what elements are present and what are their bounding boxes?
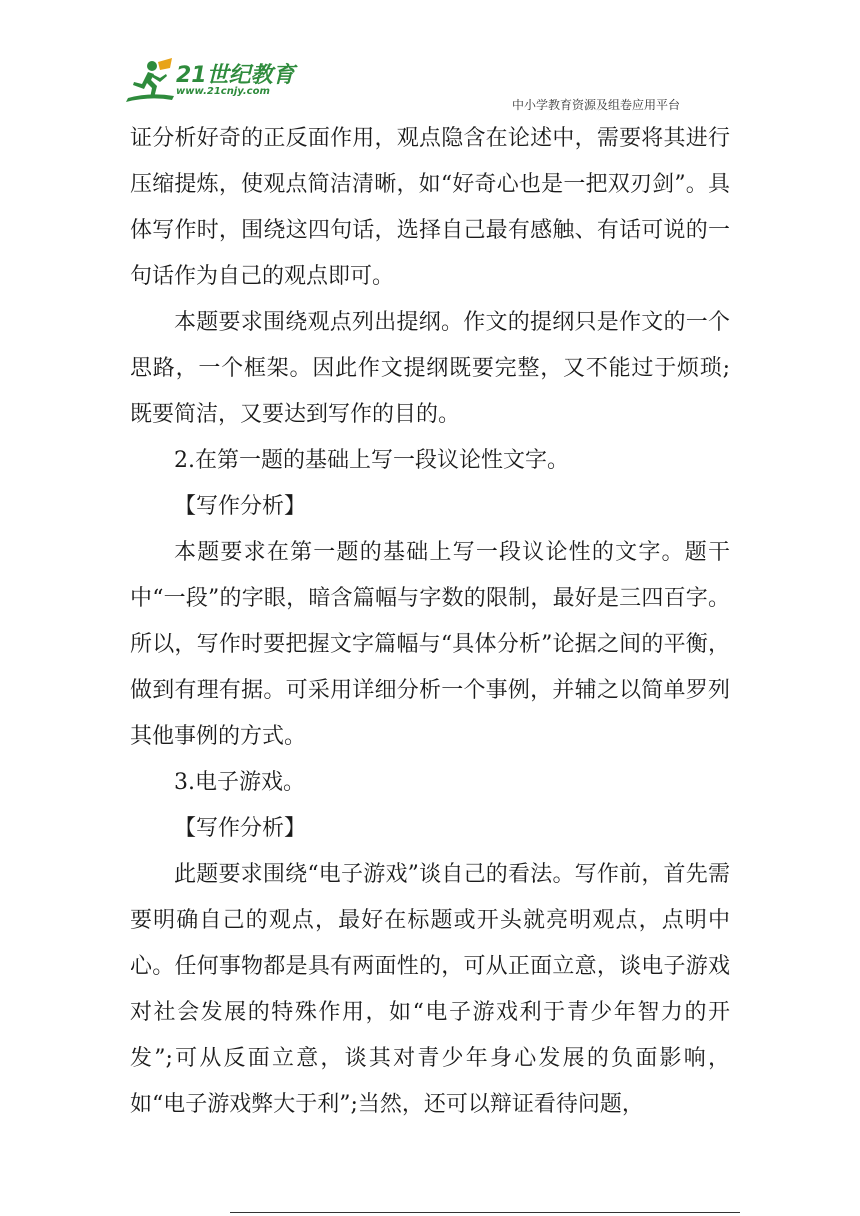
page-header [0,0,860,120]
logo-text: 21世纪教育 [176,63,295,88]
runner-icon [120,58,180,108]
paragraph-analysis-3: 此题要求围绕“电子游戏”谈自己的看法。写作前，首先需要明确自己的观点，最好在标题或开头就亮明观点，点明中心。任何事物都是具有两面性的，可从正面立意，谈电子游戏对社会发展的特殊作用，如“电子游戏利于青少年智力的开发”;可从反面立意，谈其对青少年身心发展的负面影响，如“电子游戏弊大于利”;当然，还可以辩证看待问题， [130,862,730,1117]
question-3-heading: 3.电子游戏。 [174,770,305,795]
document-body [130,116,730,1128]
platform-label: 中小学教育资源及组卷应用平台 [512,98,681,112]
paragraph-analysis-2: 本题要求在第一题的基础上写一段议论性的文字。题干中“一段”的字眼，暗含篇幅与字数的限制，最好是三四百字。所以，写作时要把握文字篇幅与“具体分析”论据之间的平衡，做到有理有据。可采用详细分析一个事例，并辅之以简单罗列其他事例的方式。 [130,540,730,749]
paragraph-outline: 本题要求围绕观点列出提纲。作文的提纲只是作文的一个思路，一个框架。因此作文提纲既要完整，又不能过于烦琐;既要简洁，又要达到写作的目的。 [130,310,730,427]
writing-analysis-label: 【写作分析】 [174,816,307,841]
logo [120,58,310,110]
logo-url: www.21cnjy.com [176,86,270,97]
question-2-heading: 2.在第一题的基础上写一段议论性文字。 [174,448,569,473]
writing-analysis-label: 【写作分析】 [174,494,307,519]
footer-divider [230,1212,740,1213]
paragraph-continuation: 证分析好奇的正反面作用，观点隐含在论述中，需要将其进行压缩提炼，使观点简洁清晰，如“好奇心也是一把双刃剑”。具体写作时，围绕这四句话，选择自己最有感触、有话可说的一句话作为自己的观点即可。 [130,126,730,289]
